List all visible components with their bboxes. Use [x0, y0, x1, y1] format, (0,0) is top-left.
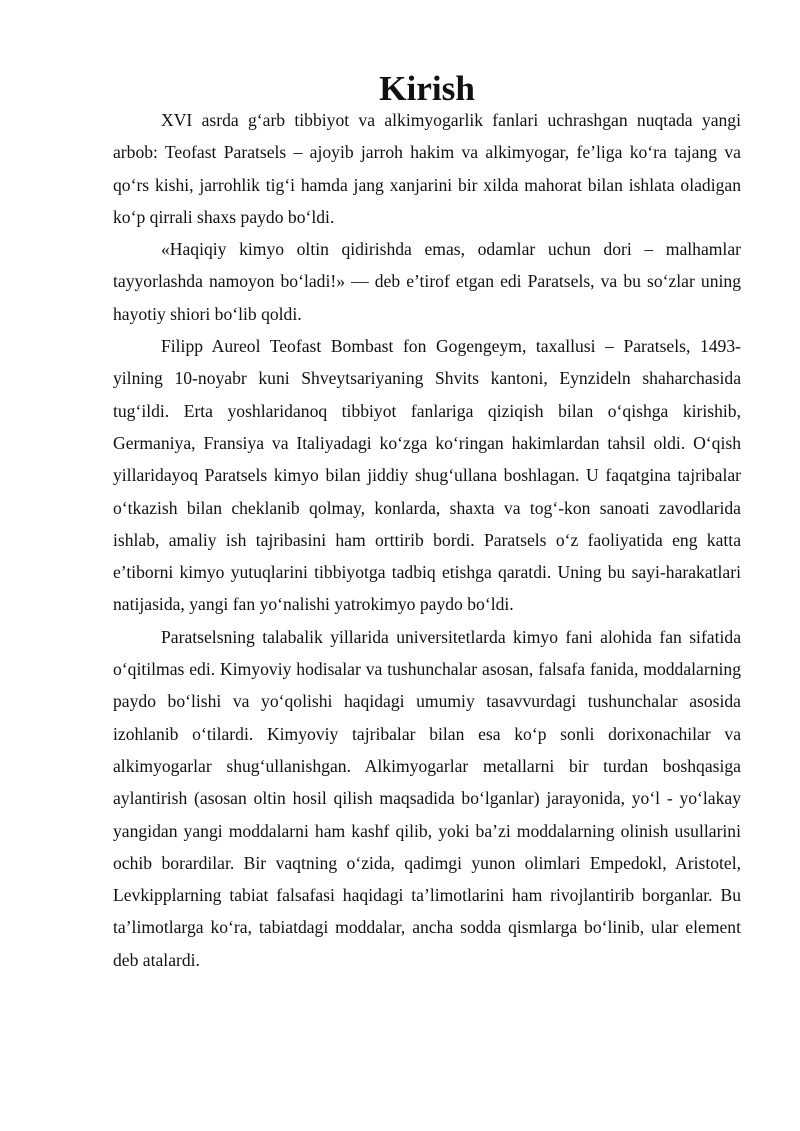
- paragraph-1: XVI asrda g‘arb tibbiyot va alkimyogarlik fanlari uchrashgan nuqtada yangi arbob: Teofast Paratsels – ajoyib jarroh hakim va alkimyogar, fe’liga ko‘ra tajang va qo‘rs kishi, jarrohlik tig‘i hamda jang xanjarini bir xilda mahorat bilan ishlata oladigan ko‘p qirrali shaxs paydo bo‘ldi.: [113, 110, 741, 227]
- document-page: [113, 69, 741, 976]
- document-title: Kirish: [379, 69, 475, 108]
- paragraph-2: «Haqiqiy kimyo oltin qidirishda emas, odamlar uchun dori – malhamlar tayyorlashda namoyon bo‘ladi!» — deb e’tirof etgan edi Paratsels, va bu so‘zlar uning hayotiy shiori bo‘lib qoldi.: [113, 239, 741, 324]
- paragraph-4: Paratselsning talabalik yillarida universitetlarda kimyo fani alohida fan sifatida o‘qitilmas edi. Kimyoviy hodisalar va tushunchalar asosan, falsafa fanida, moddalarning paydo bo‘lishi va yo‘qolishi haqidagi umumiy tasavvurdagi tushunchalar asosida izohlanib o‘tilardi. Kimyoviy tajribalar bilan esa ko‘p sonli dorixonachilar va alkimyogarlar shug‘ullanishgan. Alkimyogarlar metallarni bir turdan boshqasiga aylantirish (asosan oltin hosil qilish maqsadida bo‘lganlar) jarayonida, yo‘l - yo‘lakay yangidan yangi moddalarni ham kashf qilib, yoki ba’zi moddalarning olinish usullarini ochib borardilar. Bir vaqtning o‘zida, qadimgi yunon olimlari Empedokl, Aristotel, Levkipplarning tabiat falsafasi haqidagi ta’limotlarini ham rivojlantirib borganlar. Bu ta’limotlarga ko‘ra, tabiatdagi moddalar, ancha sodda qismlarga bo‘linib, ular element deb atalardi.: [113, 626, 741, 970]
- paragraph-3: Filipp Aureol Teofast Bombast fon Gogengeym, taxallusi – Paratsels, 1493-yilning 10-noyabr kuni Shveytsariyaning Shvits kantoni, Eynzideln shaharchasida tug‘ildi. Erta yoshlaridanoq tibbiyot fanlariga qiziqish bilan o‘qishga kirishib, Germaniya, Fransiya va Italiyadagi ko‘zga ko‘ringan hakimlardan tahsil oldi. O‘qish yillaridayoq Paratsels kimyo bilan jiddiy shug‘ullana boshlagan. U faqatgina tajribalar o‘tkazish bilan cheklanib qolmay, konlarda, shaxta va tog‘-kon sanoati zavodlarida ishlab, amaliy ish tajribasini ham orttirib bordi. Paratsels o‘z faoliyatida eng katta e’tiborni kimyo yutuqlarini tibbiyotga tadbiq etishga qaratdi. Uning bu sayi-harakatlari natijasida, yangi fan yo‘nalishi yatrokimyo paydo bo‘ldi.: [113, 336, 741, 615]
